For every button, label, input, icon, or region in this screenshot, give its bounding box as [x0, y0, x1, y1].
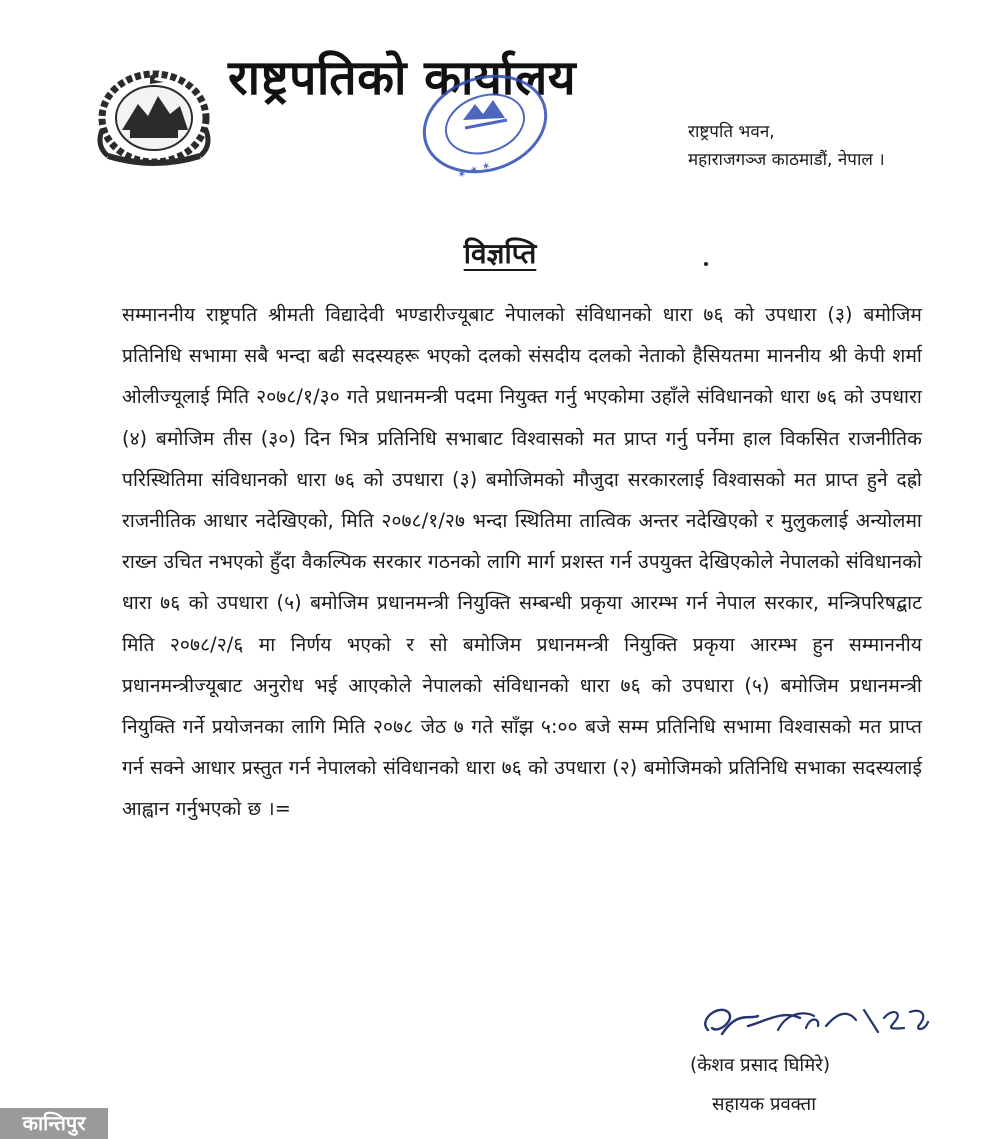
signer-title: सहायक प्रवक्ता: [712, 1094, 817, 1115]
address-line-1: राष्ट्रपति भवन,: [688, 122, 775, 142]
office-title: राष्ट्रपतिको कार्यालय: [228, 50, 577, 106]
svg-text:✶ ✶ ✶: ✶ ✶ ✶: [455, 158, 493, 182]
publisher-watermark: कान्तिपुर: [0, 1108, 108, 1139]
ink-dot: [704, 262, 708, 266]
office-stamp-icon: [405, 66, 565, 186]
office-address: [688, 118, 885, 174]
handwritten-signature-icon: [688, 990, 938, 1050]
notice-heading: विज्ञप्ति: [463, 237, 537, 270]
notice-body: सम्माननीय राष्ट्रपति श्रीमती विद्यादेवी भण्डारीज्यूबाट नेपालको संविधानको धारा ७६ को उपधारा (३) बमोजिम प्रतिनिधि सभामा सबै भन्दा बढी सदस्यहरू भएको दलको संसदीय दलको नेताको हैसियतमा माननीय श्री केपी शर्मा ओलीज्यूलाई मिति २०७८/१/३० गते प्रधानमन्त्री पदमा नियुक्त गर्नु भएकोमा उहाँले संविधानको धारा ७६ को उपधारा (४) बमोजिम तीस (३०) दिन भित्र प्रतिनिधि सभाबाट विश्वासको मत प्राप्त गर्नु पर्नेमा हाल विकसित राजनीतिक परिस्थितिमा संविधानको धारा ७६ को उपधारा (३) बमोजिमको मौजुदा सरकारलाई विश्वासको मत प्राप्त हुने दह्रो राजनीतिक आधार नदेखिएको, मिति २०७८/१/२७ भन्दा स्थितिमा तात्विक अन्तर नदेखिएको र मुलुकलाई अन्योलमा राख्न उचित नभएको हुँदा वैकल्पिक सरकार गठनको लागि मार्ग प्रशस्त गर्न उपयुक्त देखिएकोले नेपालको संविधानको धारा ७६ को उपधारा (५) बमोजिम प्रधानमन्त्री नियुक्ति सम्बन्धी प्रकृया आरम्भ गर्न नेपाल सरकार, मन्त्रिपरिषद्बाट मिति २०७८/२/६ मा निर्णय भएको र सो बमोजिम प्रधानमन्त्री नियुक्ति प्रकृया आरम्भ हुन सम्माननीय प्रधानमन्त्रीज्यूबाट अनुरोध भई आएकोले नेपालको संविधानको धारा ७६ को उपधारा (५) बमोजिम प्रधानमन्त्री नियुक्ति गर्ने प्रयोजनका लागि मिति २०७८ जेठ ७ गते साँझ ५:०० बजे सम्म प्रतिनिधि सभामा विश्वासको मत प्राप्त गर्न सक्ने आधार प्रस्तुत गर्न नेपालको संविधानको धारा ७६ को उपधारा (२) बमोजिमको प्रतिनिधि सभाका सदस्यलाई आह्वान गर्नुभएको छ ।=: [122, 303, 922, 821]
signer-name: (केशव प्रसाद घिमिरे): [690, 1055, 831, 1076]
nepal-emblem-icon: [88, 60, 220, 170]
address-line-2: महाराजगञ्ज काठमाडौं, नेपाल ।: [688, 150, 885, 170]
